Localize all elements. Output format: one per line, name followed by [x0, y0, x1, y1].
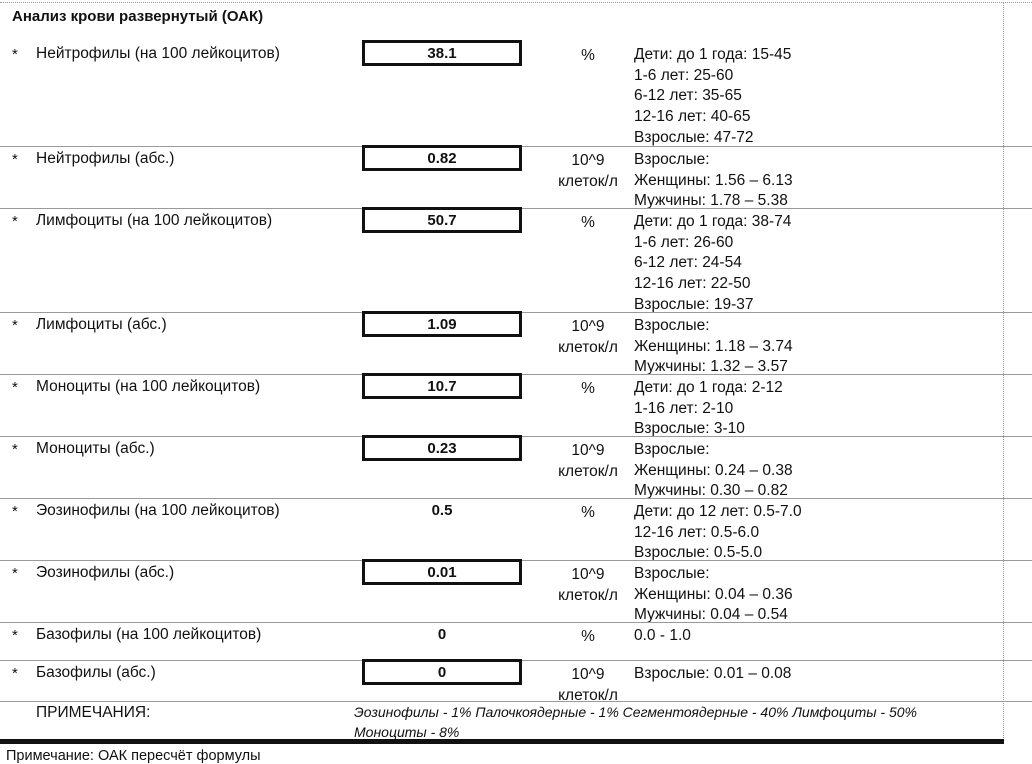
unit: %: [581, 214, 595, 231]
top-dotted-border: [0, 2, 1032, 3]
unit: 10^9 клеток/л: [558, 152, 618, 190]
result-value: 0.5: [431, 501, 453, 519]
result-value-flagged: 0.01: [362, 559, 522, 585]
reference-range: Дети: до 1 года: 38-74 1-6 лет: 26-60 6-12 лет: 24-54 12-16 лет: 22-50 Взрослые: 19-37: [634, 213, 792, 313]
abnormal-marker: *: [12, 379, 18, 396]
test-name: Базофилы (на 100 лейкоцитов): [36, 626, 262, 643]
unit: 10^9 клеток/л: [558, 666, 618, 704]
unit: %: [581, 628, 595, 645]
reference-range: 0.0 - 1.0: [634, 627, 691, 644]
section-title: Анализ крови развернутый (ОАК): [12, 8, 264, 25]
test-name: Лимфоциты (абс.): [36, 316, 167, 333]
abnormal-marker: *: [12, 441, 18, 458]
abnormal-marker: *: [12, 151, 18, 168]
test-name: Эозинофилы (на 100 лейкоцитов): [36, 502, 280, 519]
abnormal-marker: *: [12, 627, 18, 644]
result-value: 0: [437, 625, 447, 643]
result-value-flagged: 50.7: [362, 207, 522, 233]
abnormal-marker: *: [12, 213, 18, 230]
reference-range: Взрослые: Женщины: 1.56 – 6.13 Мужчины: 1.78 – 5.38: [634, 151, 793, 210]
section-end-bar: [0, 739, 1004, 744]
test-name: Моноциты (на 100 лейкоцитов): [36, 378, 261, 395]
reference-range: Дети: до 12 лет: 0.5-7.0 12-16 лет: 0.5-6.0 Взрослые: 0.5-5.0: [634, 503, 802, 562]
reference-range: Дети: до 1 года: 2-12 1-16 лет: 2-10 Взрослые: 3-10: [634, 379, 783, 438]
result-value-flagged: 1.09: [362, 311, 522, 337]
test-name: Моноциты (абс.): [36, 440, 155, 457]
reference-range: Взрослые: Женщины: 0.04 – 0.36 Мужчины: 0.04 – 0.54: [634, 565, 793, 624]
test-name: Базофилы (абс.): [36, 664, 156, 681]
test-name: Нейтрофилы (на 100 лейкоцитов): [36, 45, 280, 62]
notes-label: ПРИМЕЧАНИЯ:: [36, 704, 151, 721]
notes-text: Эозинофилы - 1% Палочкоядерные - 1% Сегментоядерные - 40% Лимфоциты - 50% Моноциты - 8%: [354, 704, 918, 740]
reference-range: Дети: до 1 года: 15-45 1-6 лет: 25-60 6-12 лет: 35-65 12-16 лет: 40-65 Взрослые: 47-72: [634, 46, 792, 146]
reference-range: Взрослые: Женщины: 1.18 – 3.74 Мужчины: 1.32 – 3.57: [634, 317, 793, 376]
reference-range: Взрослые: 0.01 – 0.08: [634, 665, 792, 682]
result-value-flagged: 38.1: [362, 40, 522, 66]
result-value-flagged: 0.82: [362, 145, 522, 171]
abnormal-marker: *: [12, 317, 18, 334]
abnormal-marker: *: [12, 503, 18, 520]
right-dotted-border: [1003, 2, 1004, 742]
test-name: Нейтрофилы (абс.): [36, 150, 175, 167]
test-name: Лимфоциты (на 100 лейкоцитов): [36, 212, 273, 229]
unit: %: [581, 380, 595, 397]
result-value-flagged: 10.7: [362, 373, 522, 399]
abnormal-marker: *: [12, 665, 18, 682]
result-value-flagged: 0.23: [362, 435, 522, 461]
abnormal-marker: *: [12, 46, 18, 63]
reference-range: Взрослые: Женщины: 0.24 – 0.38 Мужчины: 0.30 – 0.82: [634, 441, 793, 500]
row-separator: [0, 701, 1032, 702]
footer-note: Примечание: ОАК пересчёт формулы: [6, 748, 261, 764]
result-value-flagged: 0: [362, 659, 522, 685]
unit: %: [581, 504, 595, 521]
test-name: Эозинофилы (абс.): [36, 564, 175, 581]
abnormal-marker: *: [12, 565, 18, 582]
unit: %: [581, 47, 595, 64]
unit: 10^9 клеток/л: [558, 566, 618, 604]
unit: 10^9 клеток/л: [558, 318, 618, 356]
unit: 10^9 клеток/л: [558, 442, 618, 480]
